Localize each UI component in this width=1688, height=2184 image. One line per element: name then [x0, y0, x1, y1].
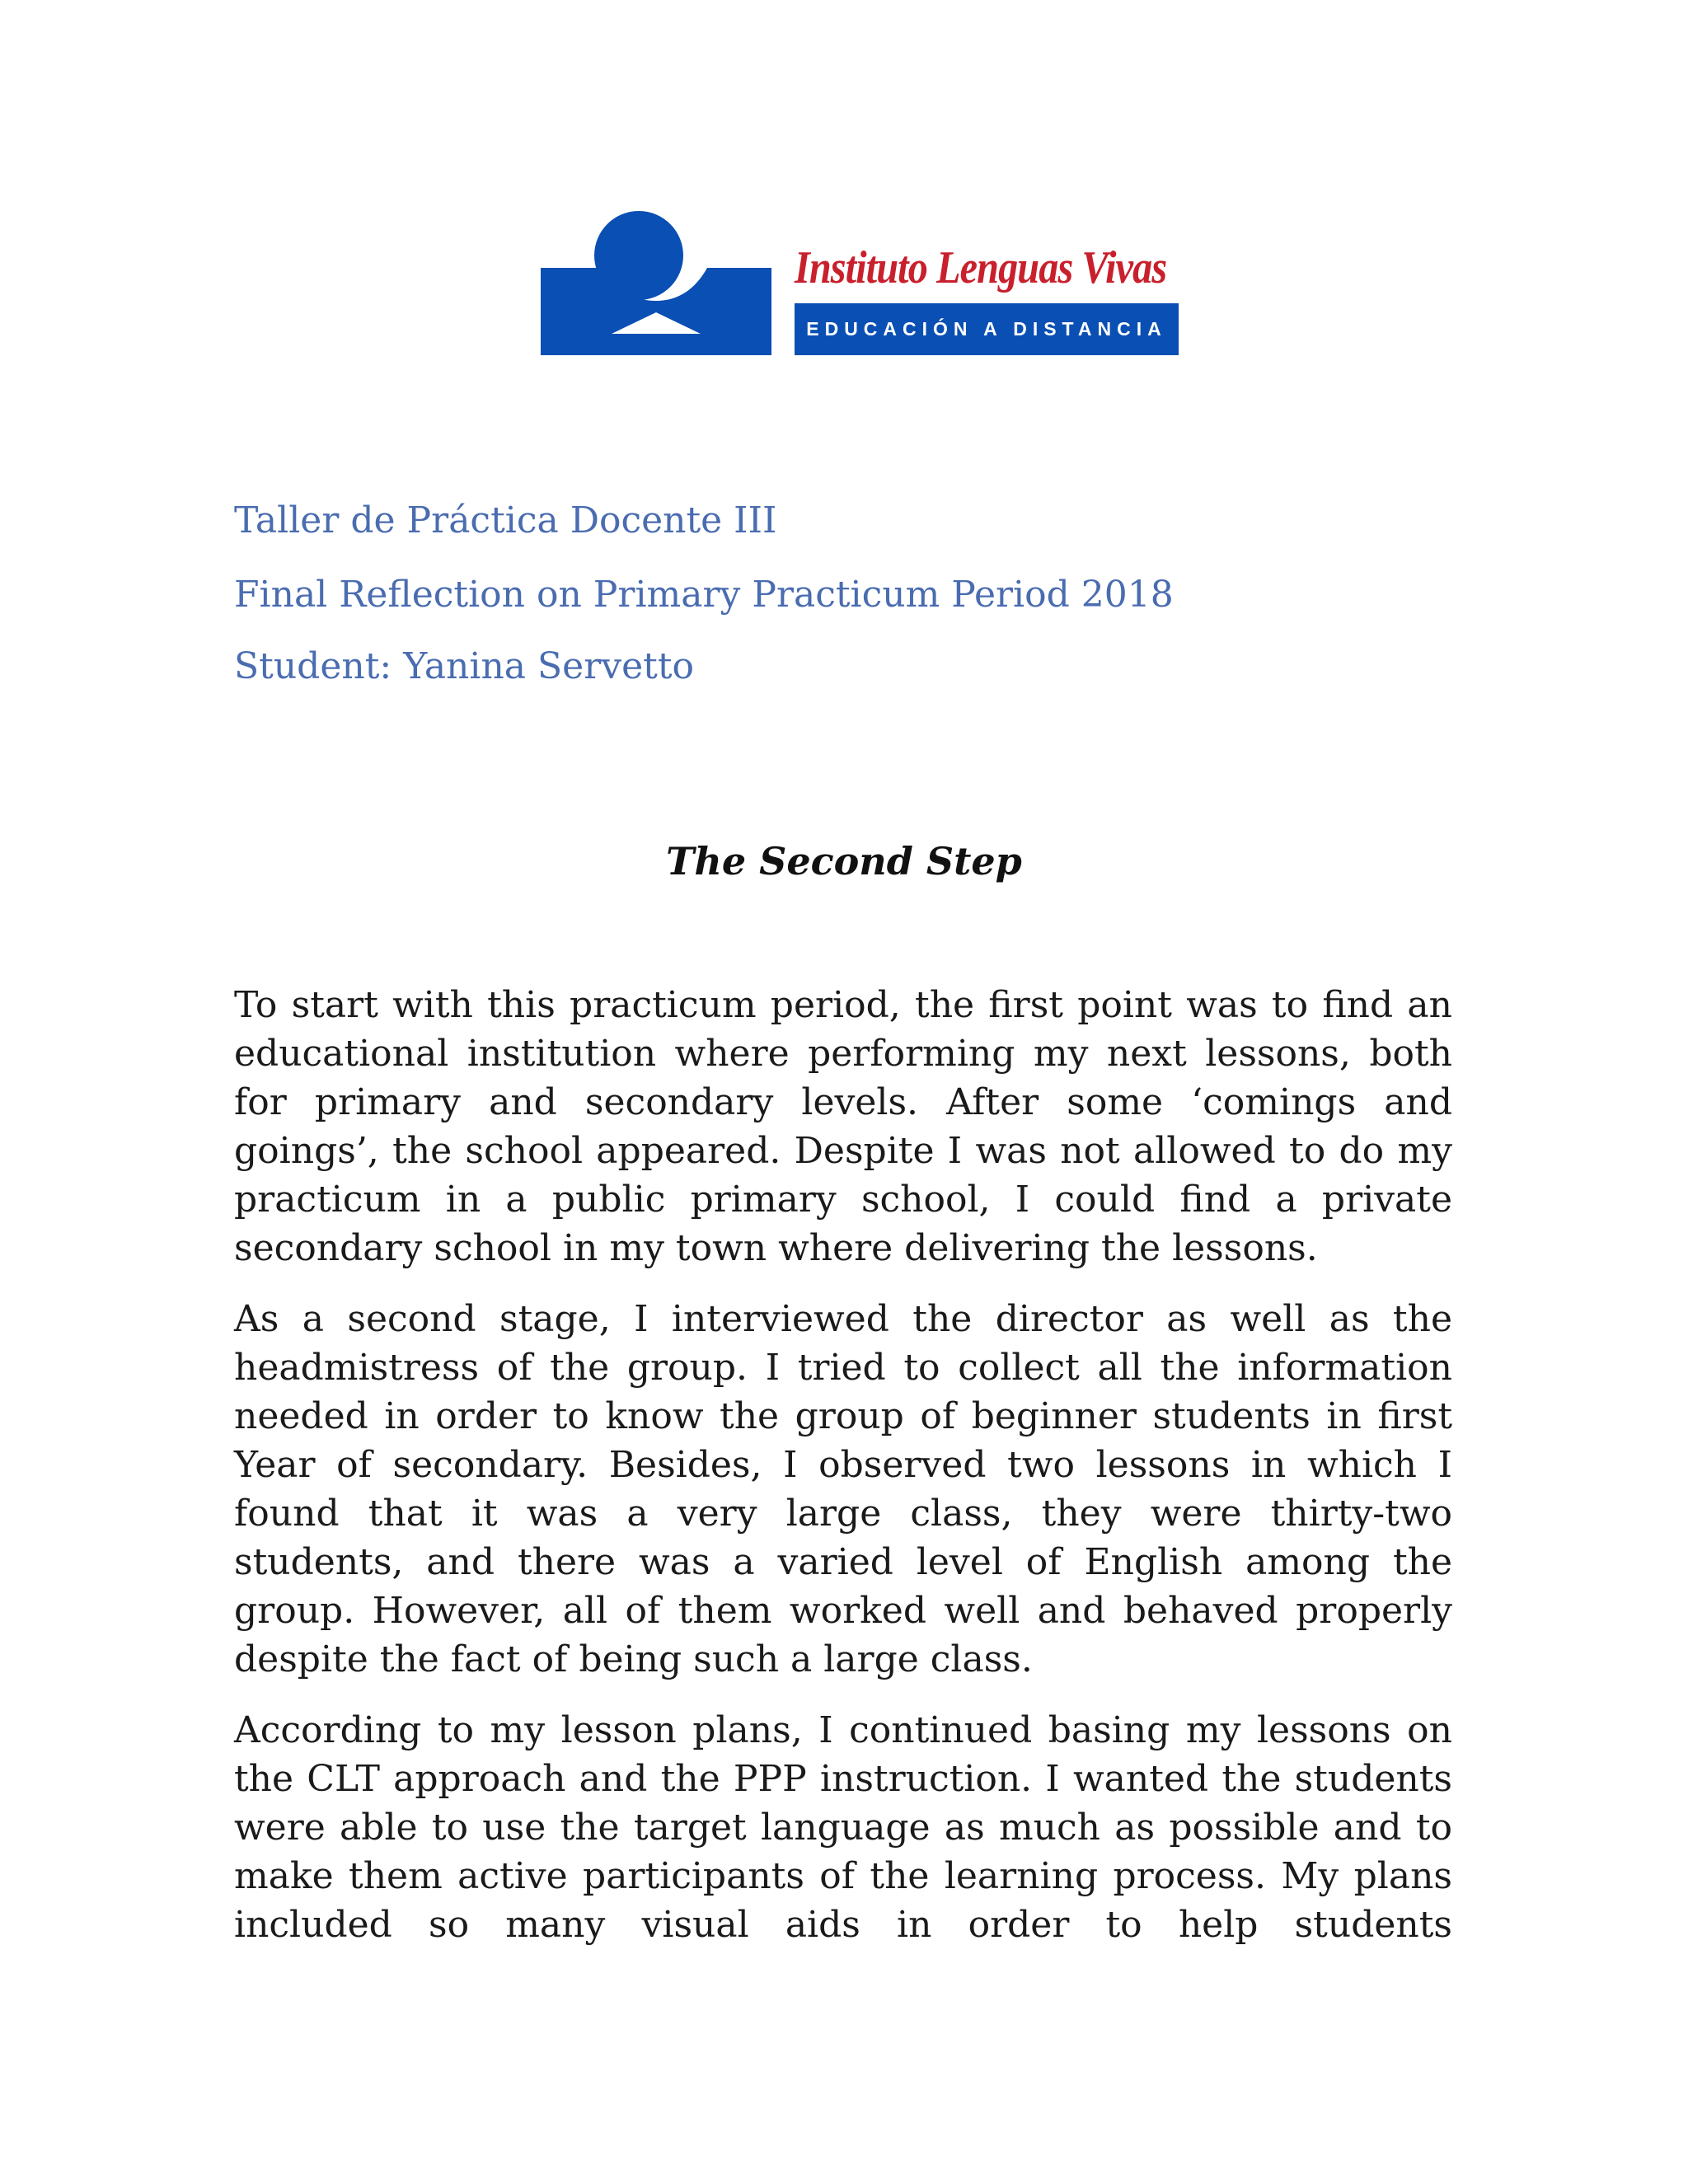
logo-institution-name: Instituto Lenguas Vivas	[795, 242, 1167, 293]
course-name: Taller de Práctica Docente III	[234, 499, 777, 541]
open-book-person-icon	[541, 210, 771, 355]
paragraph: To start with this practicum period, the first point was to find an educational institution where performing my next lessons, both for primary and secondary levels. After some ‘comings and goings’, the school appeared. Despite I was not allowed to do my practicum in a public primary school, I could find a private secondary school in my town where delivering the lessons.	[234, 984, 1452, 1269]
page-title: The Second Step	[666, 839, 1022, 883]
document-subject: Final Reflection on Primary Practicum Period 2018	[234, 574, 1174, 616]
paragraph: As a second stage, I interviewed the director as well as the headmistress of the group. I tried to collect all the information needed in order to know the group of beginner students in first Year of secondary. Besides, I observed two lessons in which I found that it was a very large class, they were thirty-two students, and there was a varied level of English among the group. However, all of them worked well and behaved properly despite the fact of being such a large class.	[234, 1298, 1452, 1680]
logo-tagline: EDUCACIÓN A DISTANCIA	[795, 303, 1179, 355]
institution-logo	[541, 210, 1179, 355]
student-name: Student: Yanina Servetto	[234, 645, 694, 687]
paragraph: According to my lesson plans, I continued basing my lessons on the CLT approach and the PPP instruction. I wanted the students were able to use the target language as much as possible and to make them active participants of the learning process. My plans included so many visual aids in order to help students	[234, 1709, 1452, 1946]
body-text	[234, 981, 1452, 1949]
